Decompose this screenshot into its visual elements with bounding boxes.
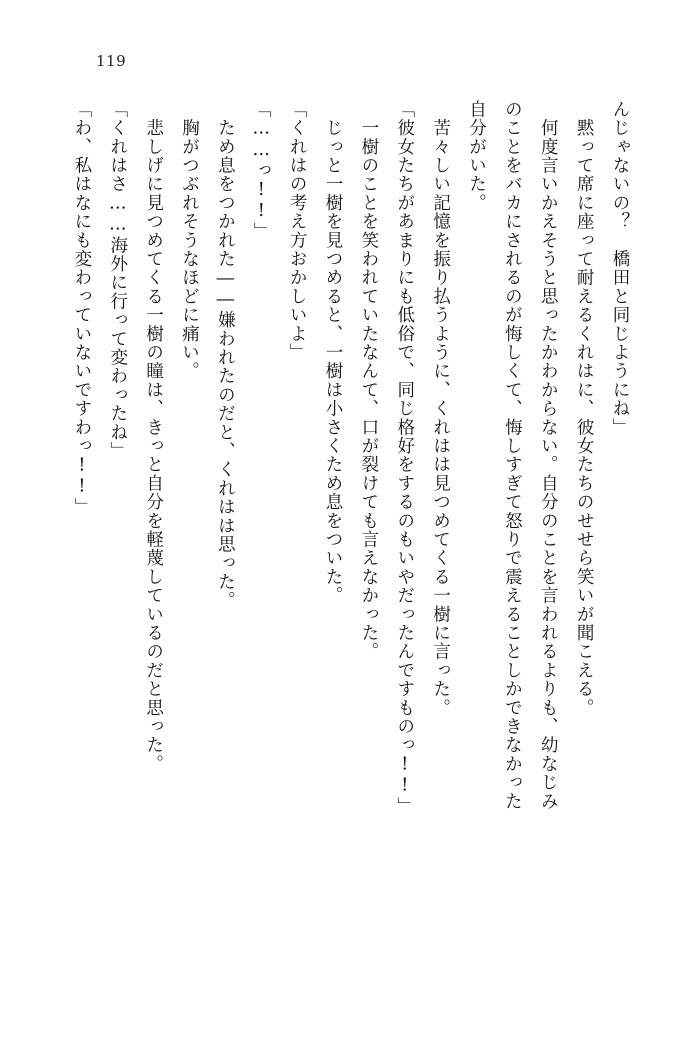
text-line: 一樹のことを笑われていたなんて、口が裂けても言えなかった。 bbox=[358, 100, 379, 661]
text-line: 「……っ!!」 bbox=[251, 100, 272, 241]
page-number: 119 bbox=[96, 52, 127, 70]
text-line: 自分がいた。 bbox=[466, 100, 487, 213]
text-line: 「彼女たちがあまりにも低俗で、同じ格好をするのもいやだったんですものっ!!」 bbox=[394, 100, 415, 816]
text-line: 胸がつぶれそうなほどに痛い。 bbox=[179, 100, 200, 381]
text-line: 黙って席に座って耐えるくれはに、彼女たちのせせら笑いが聞こえる。 bbox=[574, 100, 595, 718]
text-line: 悲しげに見つめてくる一樹の瞳は、きっと自分を軽蔑しているのだと思った。 bbox=[143, 100, 164, 774]
text-line: んじゃないの？ 橋田と同じようにね」 bbox=[610, 100, 630, 437]
text-line: 何度言いかえそうと思ったかわからない。自分のことを言われるよりも、幼なじみ bbox=[538, 100, 559, 811]
text-line: のことをバカにされるのが悔しくて、悔しすぎて怒りで震えることしかできなかった bbox=[502, 100, 523, 811]
text-line: 「わ、私はなにも変わっていないですわっ!!」 bbox=[71, 100, 92, 517]
text-line: じっと一樹を見つめると、一樹は小さくため息をついた。 bbox=[323, 100, 343, 605]
text-line: 「くれはの考え方おかしいよ」 bbox=[287, 100, 308, 362]
text-line: ため息をつかれた――嫌われたのだと、くれはは思った。 bbox=[215, 100, 236, 610]
body-text bbox=[71, 100, 637, 970]
text-line: 苦々しい記憶を振り払うように、くれはは見つめてくる一樹に言った。 bbox=[430, 100, 451, 718]
text-line: 「くれはさ……海外に行って変わったね」 bbox=[107, 100, 128, 461]
